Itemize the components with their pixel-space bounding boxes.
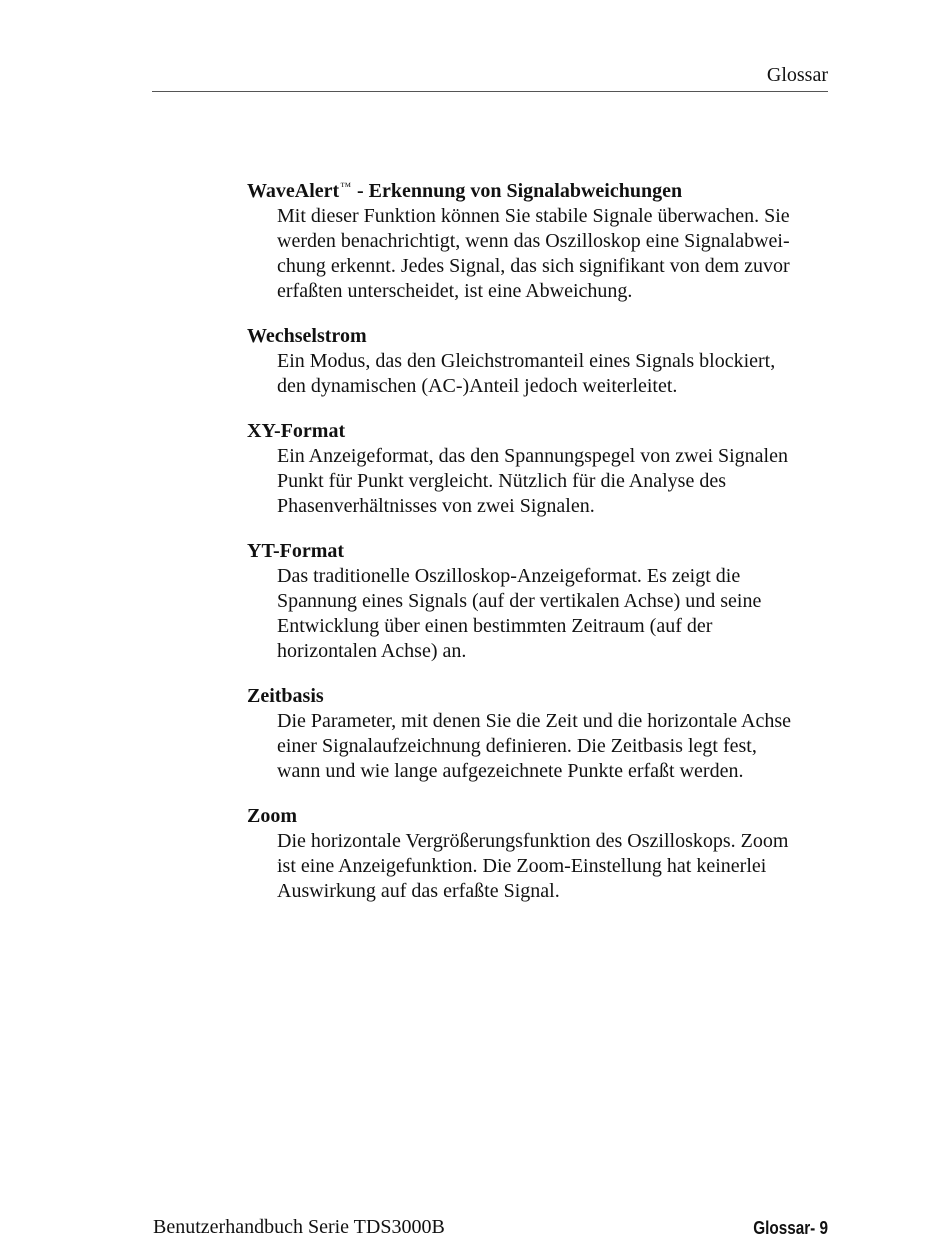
definition-line: wann und wie lange aufgezeichnete Punkte erfaßt werden.	[277, 760, 744, 782]
definition-line: Mit dieser Funktion können Sie stabile Signale überwachen. Sie	[277, 205, 790, 227]
glossary-term: YT-Format	[247, 540, 345, 562]
definition-line: Entwicklung über einen bestimmten Zeitraum (auf der	[277, 615, 713, 637]
glossary-definition	[247, 349, 847, 399]
definition-line: einer Signalaufzeichnung definieren. Die Zeitbasis legt fest,	[277, 735, 757, 757]
definition-line: Punkt für Punkt vergleicht. Nützlich für die Analyse des	[277, 470, 726, 492]
definition-line: chung erkennt. Jedes Signal, das sich signifikant von dem zuvor	[277, 255, 790, 277]
trademark-symbol: ™	[340, 181, 351, 193]
page-header-title: Glossar	[766, 64, 828, 86]
glossary-term: Wechselstrom	[247, 325, 367, 347]
glossary-term: Zoom	[247, 805, 297, 827]
glossary-definition	[247, 204, 847, 304]
header-rule	[152, 91, 828, 92]
glossary-entries	[247, 175, 847, 924]
glossary-entry-wavealert	[247, 175, 847, 304]
glossary-entry-xy-format	[247, 419, 847, 519]
definition-line: Die Parameter, mit denen Sie die Zeit und die horizontale Achse	[277, 710, 792, 732]
glossary-entry-zeitbasis	[247, 684, 847, 784]
definition-line: Das traditionelle Oszilloskop-Anzeigeformat. Es zeigt die	[277, 565, 741, 587]
glossary-entry-zoom	[247, 804, 847, 904]
definition-line: erfaßten unterscheidet, ist eine Abweichung.	[277, 280, 633, 302]
definition-line: Auswirkung auf das erfaßte Signal.	[277, 880, 560, 902]
definition-line: horizontalen Achse) an.	[277, 640, 467, 662]
glossary-term: XY-Format	[247, 420, 346, 442]
glossary-entry-yt-format	[247, 539, 847, 664]
definition-line: ist eine Anzeigefunktion. Die Zoom-Einstellung hat keinerlei	[277, 855, 767, 877]
glossary-definition	[247, 444, 847, 519]
glossary-definition	[247, 829, 847, 904]
glossary-definition	[247, 709, 847, 784]
definition-line: Phasenverhältnisses von zwei Signalen.	[277, 495, 595, 517]
glossary-entry-wechselstrom	[247, 324, 847, 399]
term-subtitle: - Erkennung von Signalabweichungen	[356, 180, 683, 202]
definition-line: Die horizontale Vergrößerungsfunktion des Oszilloskops. Zoom	[277, 830, 789, 852]
definition-line: Ein Modus, das den Gleichstromanteil eines Signals blockiert,	[277, 350, 776, 372]
footer-page-number: Glossar- 9	[753, 1218, 828, 1238]
glossary-definition	[247, 564, 847, 664]
footer-manual-title: Benutzerhandbuch Serie TDS3000B	[153, 1216, 445, 1238]
definition-line: den dynamischen (AC-)Anteil jedoch weiterleitet.	[277, 375, 678, 397]
definition-line: Ein Anzeigeformat, das den Spannungspegel von zwei Signalen	[277, 445, 788, 467]
glossary-term: Zeitbasis	[247, 685, 324, 707]
glossary-term	[247, 175, 847, 204]
definition-line: Spannung eines Signals (auf der vertikalen Achse) und seine	[277, 590, 762, 612]
term-name: WaveAlert	[247, 180, 340, 202]
definition-line: werden benachrichtigt, wenn das Oszilloskop eine Signalabwei-	[277, 230, 790, 252]
